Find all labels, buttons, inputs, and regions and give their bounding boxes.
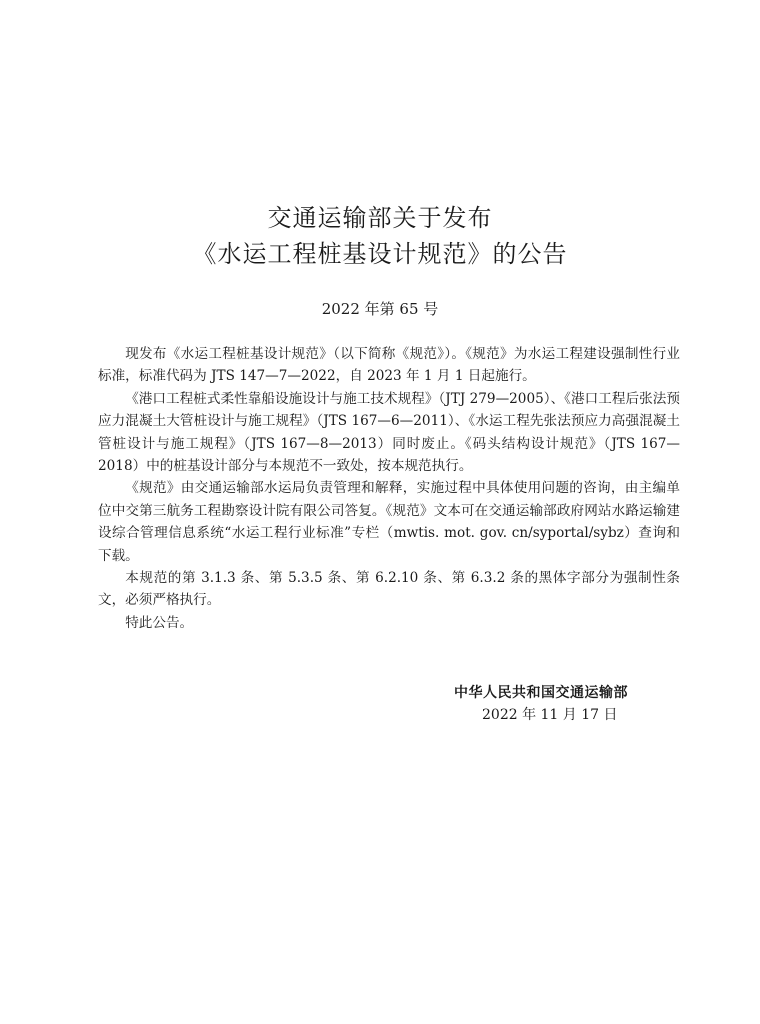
announcement-body [98,343,680,634]
paragraph-closing: 特此公告。 [125,614,194,631]
paragraph-publication: 现发布《水运工程桩基设计规范》（以下简称《规范》）。《规范》为水运工程建设强制性行业标准，标准代码为 JTS 147—7—2022，自 2023 年 1 月 1 日起施行。 [98,346,680,385]
paragraph-management: 《规范》由交通运输部水运局负责管理和解释，实施过程中具体使用问题的咨询，由主编单位中交第三航务工程勘察设计院有限公司答复。《规范》文本可在交通运输部政府网站水路运输建设综合管理信息系统“水运工程行业标准”专栏（mwtis. mot. gov. cn/syportal/sybz）查询和下载。 [98,480,680,564]
signer-ministry: 中华人民共和国交通运输部 [454,685,628,701]
paragraph-repeal: 《港口工程桩式柔性靠船设施设计与施工技术规程》（JTJ 279—2005）、《港口工程后张法预应力混凝土大管桩设计与施工规程》（JTS 167—6—2011）、《水运工程先张法预应力高强混凝土管桩设计与施工规程》（JTS 167—8—2013）同时废止。《码头结构设计规范》（JTS 167—2018）中的桩基设计部分与本规范不一致处，按本规范执行。 [98,390,680,475]
paragraph-mandatory-clauses: 本规范的第 3.1.3 条、第 5.3.5 条、第 6.2.10 条、第 6.3.2 条的黑体字部分为强制性条文，必须严格执行。 [98,570,680,609]
document-number: 2022 年第 65 号 [321,300,439,318]
title-line-1: 交通运输部关于发布 [267,204,493,232]
issue-date: 2022 年 11 月 17 日 [482,707,618,723]
title-line-2: 《水运工程桩基设计规范》的公告 [192,240,568,268]
